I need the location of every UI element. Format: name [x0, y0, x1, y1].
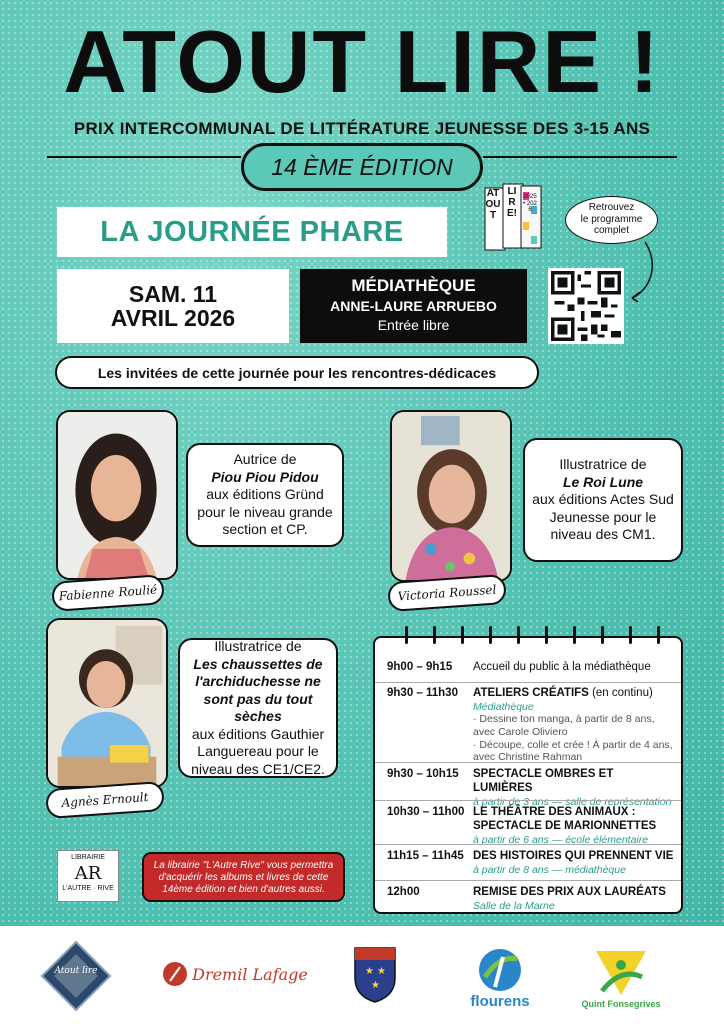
schedule-title: SPECTACLE OMBRES ET LUMIÈRES — [473, 768, 614, 794]
schedule-row — [375, 844, 681, 880]
author-1-role: Autrice de — [233, 451, 297, 468]
librairie-logo-bottom: L'AUTRE · RIVE — [62, 885, 114, 893]
portrait-image — [48, 620, 166, 786]
author-2-book: Le Roi Lune — [562, 473, 644, 490]
author-card-3 — [178, 638, 338, 778]
wheat-icon — [162, 961, 188, 987]
atout-lire-logo-icon — [40, 940, 112, 1012]
author-2-details: aux éditions Actes Sud Jeunesse pour le niveau des CM1. — [532, 491, 674, 543]
poster-subtitle: PRIX INTERCOMMUNAL DE LITTÉRATURE JEUNESSE DES 3-15 ANS — [73, 119, 651, 138]
author-photo-1 — [56, 410, 178, 580]
author-2-role: Illustratrice de — [559, 456, 647, 473]
schedule-title: DES HISTOIRES QUI PRENNENT VIE — [473, 850, 674, 862]
svg-text:★: ★ — [365, 966, 374, 977]
date-line-2: AVRIL 2026 — [110, 305, 236, 332]
schedule-time: 9h00 – 9h15 — [387, 661, 453, 673]
dremil-lafage-logo[interactable] — [160, 954, 310, 994]
atout-lire-logo[interactable] — [36, 936, 116, 1016]
venue-name: MÉDIATHÈQUE — [351, 276, 476, 295]
librairie-message: La librairie "L'Autre Rive" vous permettra d'acquérir les albums et livres de cette 14ème édition et bien d'autres aussi. — [142, 852, 345, 902]
author-photo-3 — [46, 618, 168, 788]
author-1-details: aux éditions Gründ pour le niveau grande section et CP. — [197, 486, 333, 538]
flourens-logo-icon — [475, 947, 525, 993]
schedule-row — [375, 800, 681, 844]
author-photo-2 — [390, 410, 512, 582]
schedule-time: 9h30 – 10h15 — [387, 768, 459, 780]
poster-title: ATOUT LIRE ! — [63, 12, 661, 111]
ring-icon — [517, 626, 520, 644]
quint-fonsegrives-logo-icon — [592, 947, 650, 999]
partner-footer — [0, 926, 724, 1024]
ring-icon — [433, 626, 436, 644]
book-cover-text-2: LIRE! — [507, 186, 517, 219]
author-3-details: aux éditions Gauthier Languereau pour le niveau des CE1/CE2. — [191, 725, 325, 777]
flourens-logo[interactable] — [460, 938, 540, 1018]
schedule-title: LE THÉÂTRE DES ANIMAUX : SPECTACLE DE MARIONNETTES — [473, 806, 657, 832]
author-3-book: Les chaussettes de l'archiduchesse ne sont pas du tout sèches — [193, 655, 323, 724]
portrait-image — [392, 412, 510, 580]
divider-right — [483, 156, 677, 158]
librairie-logo-mark: AR — [74, 862, 102, 884]
schedule-time: 12h00 — [387, 886, 420, 898]
shield-icon — [353, 944, 397, 1004]
author-name-2: Victoria Roussel — [387, 574, 507, 612]
bubble-line-3: complet — [593, 225, 629, 236]
schedule-row — [375, 658, 681, 682]
schedule-row — [375, 682, 681, 762]
bubble-line-2: le programme — [580, 213, 643, 225]
author-name-3: Agnès Ernoult — [45, 781, 165, 819]
schedule-note: · Dessine ton manga, à partir de 8 ans, avec Carole Oliviero — [473, 713, 655, 738]
ring-icon — [489, 626, 492, 644]
programme-bubble — [565, 196, 658, 244]
edition-badge: 14 ÈME ÉDITION — [241, 143, 483, 191]
ring-icon — [461, 626, 464, 644]
portrait-image — [58, 412, 176, 578]
ring-icon — [545, 626, 548, 644]
author-card-1 — [186, 443, 344, 547]
schedule-note: · Découpe, colle et crée ! À partir de 4 ans, avec Christine Rahman — [473, 738, 673, 764]
schedule-subtitle: Médiathèque — [473, 700, 534, 713]
event-date — [57, 269, 289, 343]
date-line-1: SAM. 11 — [128, 281, 218, 307]
schedule-title: Accueil du public à la médiathèque — [473, 661, 651, 673]
event-venue — [300, 269, 527, 343]
schedule-row — [375, 762, 681, 808]
quint-fonsegrives-text: Quint Fonsegrives — [581, 999, 661, 1009]
schedule-title-suffix: (en continu) — [592, 687, 653, 699]
ring-icon — [629, 626, 632, 644]
schedule-subtitle: Salle de la Marne — [473, 899, 555, 912]
flourens-logo-text: flourens — [470, 992, 530, 1010]
schedule-title: ATELIERS CRÉATIFS — [473, 687, 589, 699]
venue-subname: ANNE-LAURE ARRUEBO — [330, 298, 497, 314]
author-name-1: Fabienne Roulié — [51, 574, 165, 612]
book-cover-text-3: 2025 • 2026 — [523, 194, 537, 214]
divider-left — [47, 156, 241, 158]
author-3-role: Illustratrice de — [214, 638, 302, 654]
ring-icon — [601, 626, 604, 644]
schedule-subtitle: à partir de 6 ans — école élémentaire — [473, 833, 649, 846]
schedule-subtitle: à partir de 3 ans — salle de représentation — [473, 795, 672, 808]
schedule-row — [375, 880, 681, 914]
svg-text:★: ★ — [371, 980, 380, 991]
librairie-logo-top: LIBRAIRIE — [71, 854, 105, 861]
venue-entry: Entrée libre — [377, 317, 450, 333]
qr-code[interactable] — [548, 268, 624, 344]
bubble-line-1: Retrouvez — [588, 202, 635, 213]
schedule-time: 10h30 – 11h00 — [387, 806, 465, 818]
schedule-title: REMISE DES PRIX AUX LAURÉATS — [473, 886, 666, 898]
schedule-subtitle: à partir de 8 ans — médiathèque — [473, 863, 626, 876]
ring-icon — [657, 626, 660, 644]
schedule-time: 11h15 – 11h45 — [387, 850, 464, 862]
author-1-book: Piou Piou Pidou — [211, 468, 319, 485]
book-cover-text-1: ATOUT — [485, 188, 501, 221]
svg-text:★: ★ — [377, 966, 386, 977]
atout-lire-logo-text: Atout lire — [54, 966, 98, 976]
quint-fonsegrives-logo[interactable] — [576, 938, 666, 1018]
invites-banner: Les invitées de cette journée pour les rencontres-dédicaces — [55, 356, 539, 389]
dremil-lafage-text: Dremil Lafage — [192, 964, 308, 984]
schedule-time: 9h30 – 11h30 — [387, 687, 458, 699]
ring-icon — [405, 626, 408, 644]
ring-icon — [573, 626, 576, 644]
qr-code-icon — [551, 271, 621, 341]
schedule-notebook — [373, 636, 683, 914]
coat-of-arms-logo[interactable] — [350, 942, 400, 1006]
author-card-2 — [523, 438, 683, 562]
journee-phare-banner: LA JOURNÉE PHARE — [57, 207, 447, 257]
librairie-logo — [57, 850, 119, 902]
